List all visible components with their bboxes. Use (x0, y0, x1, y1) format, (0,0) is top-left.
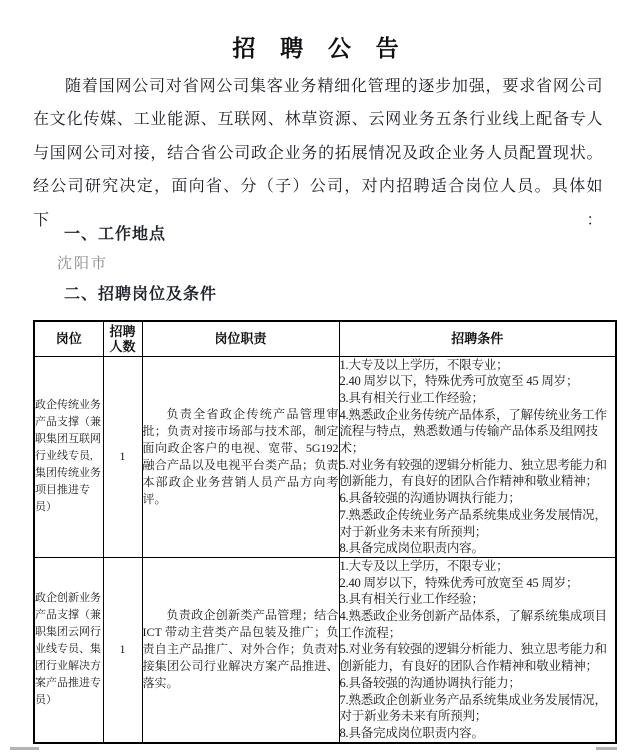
requirement-item: 5.对业务有较强的逻辑分析能力、独立思考能力和创新能力，有良好的团队合作精神和敬业精神； (339, 457, 607, 489)
intro-line: 在文化传媒、工业能源、互联网、林草资源、云网业务五条行业线上配备专人 (33, 111, 603, 129)
requirement-item: 3.具有相关行业工作经验； (339, 390, 484, 405)
duties-cell (142, 356, 339, 557)
intro-line: 经公司研究决定，面向省、分（子）公司，对内招聘适合岗位人员。具体如下： (33, 178, 603, 229)
requirements-cell (339, 356, 616, 557)
duties-cell (142, 557, 339, 742)
requirement-item: 6.具备较强的沟通协调执行能力； (339, 675, 521, 690)
section-heading-positions: 二、招聘岗位及条件 (64, 286, 218, 303)
table-row (34, 356, 616, 557)
intro-line: 随着国网公司对省网公司集客业务精细化管理的逐步加强，要求省网公司 (65, 78, 603, 95)
column-header-duties: 岗位职责 (142, 321, 339, 356)
headcount-cell: 1 (103, 557, 142, 742)
bottom-left-edge-fragment (10, 747, 39, 750)
requirement-item: 8.具备完成岗位职责内容。 (339, 541, 484, 556)
requirement-item: 4.熟悉政企业务传统产品体系，了解传统业务工作流程与特点，熟悉数通与传输产品体系及组网技术； (339, 407, 607, 456)
column-header-headcount: 招聘人数 (103, 321, 142, 356)
requirement-item: 2.40 周岁以下，特殊优秀可放宽至 45 周岁； (339, 575, 579, 590)
requirement-item: 6.具备较强的沟通协调执行能力； (339, 491, 521, 506)
intro-line: 与国网公司对接，结合省公司政企业务的拓展情况及政企业务人员配置现状。 (33, 144, 603, 162)
requirement-item: 7.熟悉政企创新业务产品系统集成业务发展情况，对于新业务未来有所预判； (339, 692, 607, 724)
bottom-right-edge-fragment (596, 747, 617, 750)
duties-text: 负责全省政企传统产品管理审批；负责对接市场部与技术部，制定面向政企客户的电视、宽带、5G192 融合产品以及电视平台类产品；负责本部政企业务营销人员产品方向考评。 (142, 406, 339, 506)
headcount-cell: 1 (103, 356, 142, 557)
section-heading-work-location: 一、工作地点 (64, 226, 167, 243)
requirement-item: 8.具备完成岗位职责内容。 (339, 725, 484, 740)
table-header-row (34, 321, 616, 356)
requirement-item: 1.大专及以上学历，不限专业； (339, 558, 509, 573)
requirement-item: 5.对业务有较强的逻辑分析能力、独立思考能力和创新能力，有良好的团队合作精神和敬业精神； (339, 642, 607, 674)
requirement-item: 4.熟悉政企业务创新产品体系，了解系统集成项目工作流程； (339, 609, 607, 640)
position-name-cell: 政企传统业务产品支撑（兼职集团互联网行业线专员,集团传统业务项目推进专员） (34, 356, 103, 557)
requirement-item: 3.具有相关行业工作经验； (339, 592, 484, 607)
table-row (34, 557, 616, 742)
column-header-requirements: 招聘条件 (339, 321, 616, 356)
intro-paragraph (33, 70, 603, 237)
duties-text: 负责政企创新类产品管理；结合 ICT 带动主营类产品包装及推广；负责自主产品推广、对外合作；负责对接集团公司行业解决方案产品推进、落实。 (142, 608, 339, 691)
requirement-item: 7.熟悉政企传统业务产品系统集成业务发展情况，对于新业务未来有所预判； (339, 507, 607, 539)
requirement-item: 2.40 周岁以下，特殊优秀可放宽至 45 周岁； (339, 374, 579, 389)
requirement-item: 1.大专及以上学历，不限专业； (339, 357, 509, 372)
position-name-cell: 政企创新业务产品支撑（兼职集团云网行业线专员、集团行业解决方案产品推进专员） (34, 557, 103, 742)
requirements-cell (339, 557, 616, 742)
positions-table (33, 320, 617, 744)
document-title: 招 聘 公 告 (232, 36, 401, 61)
column-header-position: 岗位 (34, 321, 103, 356)
work-location-value: 沈阳市 (57, 256, 109, 272)
